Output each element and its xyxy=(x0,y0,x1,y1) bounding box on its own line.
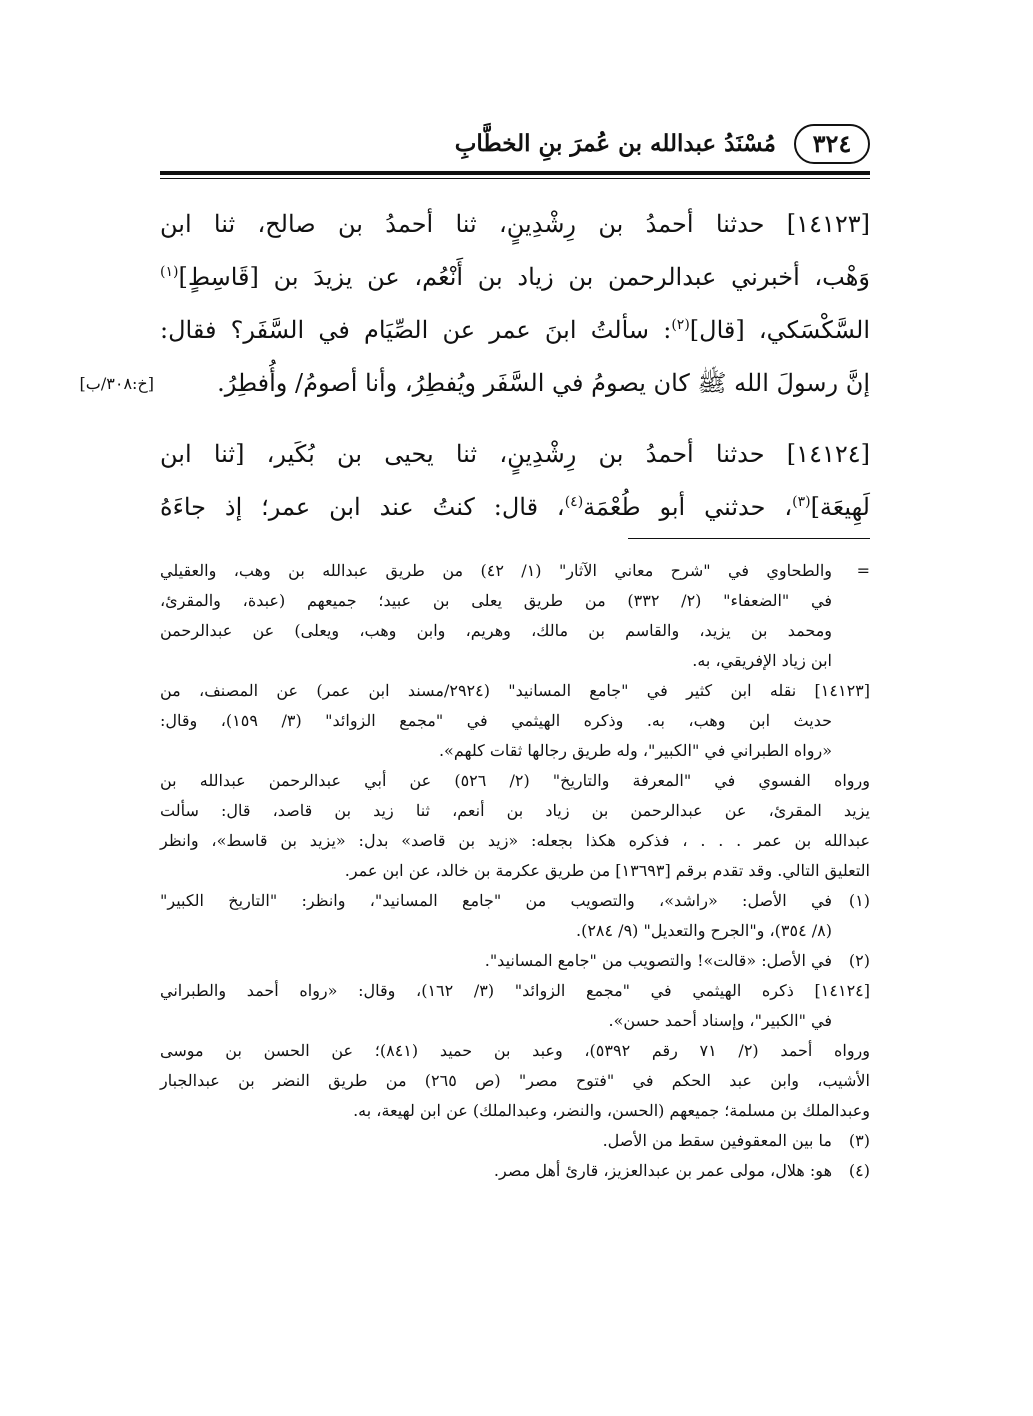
footnotes xyxy=(160,556,870,1186)
footnote-ref[interactable]: (٤) xyxy=(564,494,584,510)
main-line: لَهِيعَة]$^{(٣)}$، حدثني أبو طُعْمَة$^{(٤)}$، قال: كنتُ عند ابن عمر؛ إذ جاءَهُ xyxy=(160,493,870,521)
footnote-marker: (٣) xyxy=(848,1131,870,1150)
footnote-1: (١)في الأصل: «راشد»، والتصويب من "جامع المسانيد"، وانظر: "التاريخ الكبير" (٨/ ٣٥٤)، و"الجرح والتعديل" (٩/ ٢٨٤). xyxy=(160,886,870,946)
manuscript-margin-note: [خ:٣٠٨/ب] xyxy=(79,374,154,393)
main-line: [١٤١٢٣] حدثنا أحمدُ بن رِشْدِينٍ، ثنا أحمدُ بن صالح، ثنا ابن xyxy=(160,210,870,238)
footnote-14123: [١٤١٢٣] نقله ابن كثير في "جامع المسانيد" (٢٩٢٤/مسند ابن عمر) عن المصنف، من حديث ابن وهب، به. وذكره الهيثمي في "مجمع الزوائد" (٣/ ١٥٩)، وقال: «رواه الطبراني في "الكبير"، وله طريق رجالها ثقات كلهم». ورواه الفسوي في "المعرفة والتاريخ" (٢/ ٥٢٦) عن أبي عبدالرحمن عبدالله بن يزيد المقرئ، عن عبدالرحمن بن زياد بن أنعم، ثنا زيد بن قاصد، قال: سألت عبدالله بن عمر . . . ، فذكره هكذا بجعله: «زيد بن قاصد» بدل: «يزيد بن قاسط»، وانظر التعليق التالي. وقد تقدم برقم [١٣٦٩٣] من طريق عكرمة بن خالد، عن ابن عمر. xyxy=(160,681,871,880)
footnote-marker: (٢) xyxy=(848,951,870,970)
page-header xyxy=(160,120,870,170)
header-rule-thin xyxy=(160,178,870,179)
footnote-ref[interactable]: (٢) xyxy=(671,317,690,333)
continuation-marker: = xyxy=(856,561,871,580)
page-number: ٣٢٤ xyxy=(794,124,870,164)
footnote-marker: (٤) xyxy=(848,1161,870,1180)
hadith-14124 xyxy=(160,428,870,534)
main-line: السَّكْسَكي، [قال]$^{(٢)}$: سألتُ ابنَ عمر عن الصِّيَام في السَّفَر؟ فقال: xyxy=(160,316,870,344)
hadith-14123 xyxy=(79,198,870,410)
footnote-2: (٢)في الأصل: «قالت»! والتصويب من "جامع المسانيد". xyxy=(160,946,870,976)
footnote-separator xyxy=(628,538,870,539)
main-line: [١٤١٢٤] حدثنا أحمدُ بن رِشْدِينٍ، ثنا يحيى بن بُكَير، [ثنا ابن xyxy=(160,440,870,468)
running-title: مُسْنَدُ عبدالله بن عُمرَ بنِ الخطَّابِ xyxy=(454,130,776,157)
main-line: إنَّ رسولَ الله ﷺ كان يصومُ في السَّفَر ويُفطِرُ، وأنا أصومُ/ وأُفطِرُ. [خ:٣٠٨/ب] xyxy=(160,357,870,410)
main-line: وَهْب، أخبرني عبدالرحمن بن زياد بن أَنْعُم، عن يزيدَ بن [قَاسِطٍ]$^{(١)}$ xyxy=(160,263,870,291)
header-rule-thick xyxy=(160,171,870,175)
footnote-14124: [١٤١٢٤] ذكره الهيثمي في "مجمع الزوائد" (٣/ ١٦٢)، وقال: «رواه أحمد والطبراني في "الكبير"، وإسناد أحمد حسن». ورواه أحمد (٢/ ٧١ رقم ٥٣٩٢)، وعبد بن حميد (٨٤١)؛ عن الحسن بن موسى الأشيب، وابن عبد الحكم في "فتوح مصر" (ص ٢٦٥) من طريق النضر بن عبدالجبار وعبدالملك بن مسلمة؛ جميعهم (الحسن، والنضر، وعبدالملك) عن ابن لهيعة، به. xyxy=(160,981,871,1120)
footnote-4: (٤)هو: هلال، مولى عمر بن عبدالعزيز، قارئ أهل مصر. xyxy=(160,1156,870,1186)
footnote-ref[interactable]: (١) xyxy=(160,264,179,280)
footnote-marker: (١) xyxy=(848,891,870,910)
footnote-3: (٣)ما بين المعقوفين سقط من الأصل. xyxy=(160,1126,870,1156)
main-text xyxy=(79,198,870,534)
footnote-ref[interactable]: (٣) xyxy=(792,494,811,510)
footnote-continuation: =والطحاوي في "شرح معاني الآثار" (١/ ٤٢) من طريق عبدالله بن وهب، والعقيلي في "الضعفاء" (٢/ ٣٣٢) من طريق يعلى بن عبيد؛ جميعهم (عبدة، والمقرئ، ومحمد بن يزيد، والقاسم بن مالك، وهريم، وابن وهب، ويعلى) عن عبدالرحمن ابن زياد الإفريقي، به. xyxy=(160,556,870,676)
